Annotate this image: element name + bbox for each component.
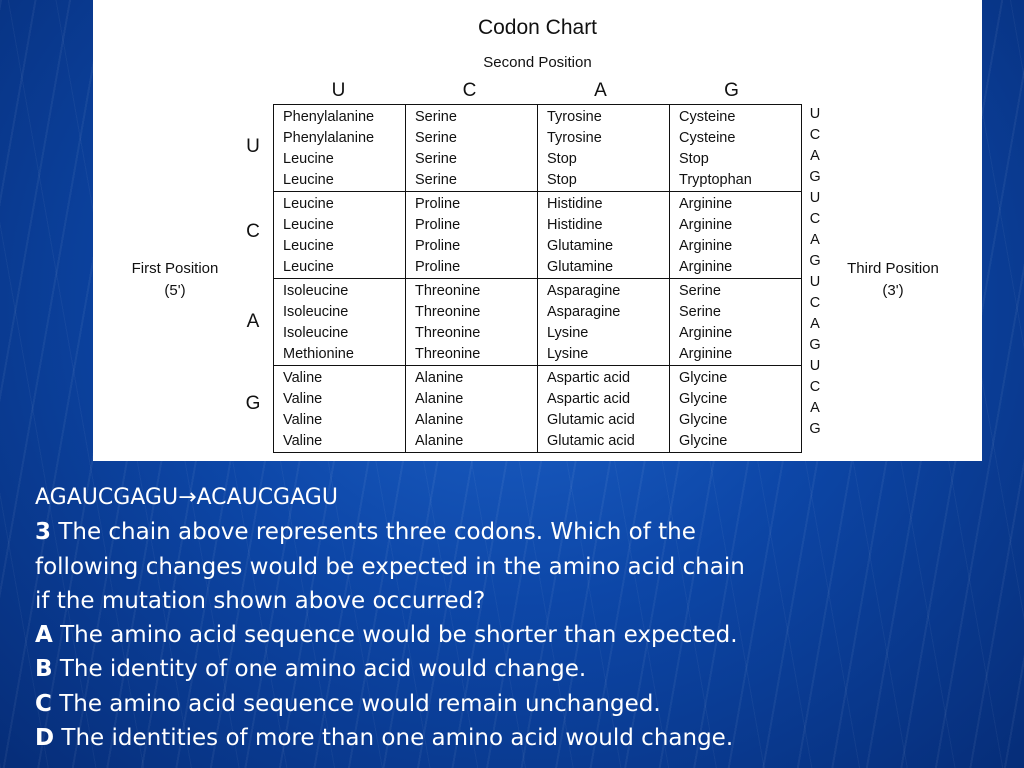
amino-acid: Aspartic acid <box>547 370 631 386</box>
codon-cell <box>670 192 802 279</box>
amino-acid: Arginine <box>679 196 733 212</box>
amino-acid: Glutamic acid <box>547 412 635 428</box>
amino-acid: Glutamine <box>547 238 614 254</box>
amino-acid: Isoleucine <box>283 325 349 341</box>
amino-acid: Serine <box>679 304 721 320</box>
amino-acid: Serine <box>415 109 457 125</box>
amino-acid: Arginine <box>679 325 733 341</box>
codon-cell <box>670 279 802 366</box>
codon-cell <box>274 105 406 192</box>
codon-cell <box>274 366 406 453</box>
amino-acid: Glycine <box>679 433 728 449</box>
third-base: U <box>809 190 821 206</box>
amino-acid: Valine <box>283 433 323 449</box>
codon-cell <box>406 279 538 366</box>
chart-title: Codon Chart <box>477 16 598 39</box>
row-header-g: G <box>245 393 261 414</box>
codon-cell <box>538 366 670 453</box>
third-base: C <box>809 295 821 311</box>
amino-acid: Glycine <box>679 391 728 407</box>
column-header-u: U <box>331 80 346 101</box>
amino-acid: Threonine <box>415 325 481 341</box>
amino-acid: Stop <box>679 151 709 167</box>
codon-row <box>274 192 802 279</box>
amino-acid: Glycine <box>679 412 728 428</box>
amino-acid: Arginine <box>679 238 733 254</box>
third-base: A <box>810 400 820 416</box>
codon-chart <box>93 0 982 461</box>
amino-acid: Glutamic acid <box>547 433 635 449</box>
amino-acid: Tyrosine <box>547 109 602 125</box>
choice-d[interactable]: D The identities of more than one amino acid would change. <box>35 725 734 752</box>
amino-acid: Glutamine <box>547 259 614 275</box>
third-position-bases <box>805 104 825 440</box>
codon-cell <box>406 366 538 453</box>
third-base: A <box>810 316 820 332</box>
third-base: U <box>809 106 821 122</box>
amino-acid: Stop <box>547 172 577 188</box>
amino-acid: Histidine <box>547 217 603 233</box>
third-base: G <box>809 421 821 437</box>
amino-acid: Leucine <box>283 217 334 233</box>
amino-acid: Asparagine <box>547 304 621 320</box>
third-base: A <box>810 148 820 164</box>
amino-acid: Arginine <box>679 217 733 233</box>
codon-cell <box>670 105 802 192</box>
amino-acid: Proline <box>415 259 461 275</box>
amino-acid: Serine <box>415 151 457 167</box>
amino-acid: Alanine <box>415 391 464 407</box>
third-base: C <box>809 127 821 143</box>
codon-grid <box>273 104 802 453</box>
third-base: A <box>810 232 820 248</box>
question-block <box>35 481 995 755</box>
amino-acid: Cysteine <box>679 130 736 146</box>
row-header-u: U <box>246 136 260 157</box>
amino-acid: Arginine <box>679 346 733 362</box>
amino-acid: Proline <box>415 238 461 254</box>
amino-acid: Serine <box>415 130 457 146</box>
choice-b[interactable]: B The identity of one amino acid would change. <box>35 656 587 683</box>
amino-acid: Alanine <box>415 433 464 449</box>
codon-cell <box>538 279 670 366</box>
amino-acid: Lysine <box>547 325 589 341</box>
codon-cell <box>538 192 670 279</box>
amino-acid: Leucine <box>283 196 334 212</box>
amino-acid: Leucine <box>283 172 334 188</box>
row-header-c: C <box>246 221 260 242</box>
amino-acid: Valine <box>283 391 323 407</box>
third-base: G <box>809 337 821 353</box>
codon-cell <box>274 279 406 366</box>
codon-cell <box>670 366 802 453</box>
second-position-label: Second Position <box>483 54 592 71</box>
codon-cell <box>538 105 670 192</box>
amino-acid: Cysteine <box>679 109 736 125</box>
amino-acid: Alanine <box>415 370 464 386</box>
amino-acid: Phenylalanine <box>283 130 375 146</box>
amino-acid: Proline <box>415 217 461 233</box>
choice-c[interactable]: C The amino acid sequence would remain unchanged. <box>35 690 661 717</box>
amino-acid: Leucine <box>283 238 334 254</box>
codon-row <box>274 366 802 453</box>
amino-acid: Threonine <box>415 346 481 362</box>
amino-acid: Isoleucine <box>283 304 349 320</box>
codon-cell <box>406 105 538 192</box>
amino-acid: Arginine <box>679 259 733 275</box>
question-stem-line: if the mutation shown above occurred? <box>35 587 486 614</box>
amino-acid: Glycine <box>679 370 728 386</box>
amino-acid: Serine <box>415 172 457 188</box>
amino-acid: Leucine <box>283 259 334 275</box>
column-header-a: A <box>594 80 607 101</box>
amino-acid: Histidine <box>547 196 603 212</box>
amino-acid: Asparagine <box>547 283 621 299</box>
third-base: C <box>809 379 821 395</box>
amino-acid: Isoleucine <box>283 283 349 299</box>
question-stem-line: 3 The chain above represents three codons. Which of the <box>35 519 696 546</box>
third-base: C <box>809 211 821 227</box>
question-stem-line: following changes would be expected in the amino acid chain <box>35 553 745 580</box>
amino-acid: Methionine <box>283 346 354 362</box>
amino-acid: Serine <box>679 283 721 299</box>
amino-acid: Aspartic acid <box>547 391 631 407</box>
amino-acid: Stop <box>547 151 577 167</box>
first-position-label: First Position (5') <box>131 260 219 299</box>
amino-acid: Valine <box>283 370 323 386</box>
amino-acid: Valine <box>283 412 323 428</box>
codon-row <box>274 279 802 366</box>
amino-acid: Threonine <box>415 283 481 299</box>
column-header-g: G <box>724 80 739 101</box>
choice-a[interactable]: A The amino acid sequence would be shorter than expected. <box>35 622 738 649</box>
amino-acid: Tyrosine <box>547 130 602 146</box>
amino-acid: Phenylalanine <box>283 109 375 125</box>
codon-row <box>274 105 802 192</box>
amino-acid: Proline <box>415 196 461 212</box>
amino-acid: Threonine <box>415 304 481 320</box>
third-position-label: Third Position (3') <box>847 260 939 299</box>
amino-acid: Leucine <box>283 151 334 167</box>
amino-acid: Tryptophan <box>679 172 752 188</box>
question-number: 3 <box>35 519 52 546</box>
mutation-sequence: AGAUCGAGU→ACAUCGAGU <box>35 485 338 510</box>
amino-acid: Alanine <box>415 412 464 428</box>
third-base: G <box>809 253 821 269</box>
column-header-c: C <box>462 80 477 101</box>
third-base: G <box>809 169 821 185</box>
row-header-a: A <box>246 311 260 332</box>
codon-cell <box>274 192 406 279</box>
codon-cell <box>406 192 538 279</box>
amino-acid: Lysine <box>547 346 589 362</box>
third-base: U <box>809 358 821 374</box>
third-base: U <box>809 274 821 290</box>
